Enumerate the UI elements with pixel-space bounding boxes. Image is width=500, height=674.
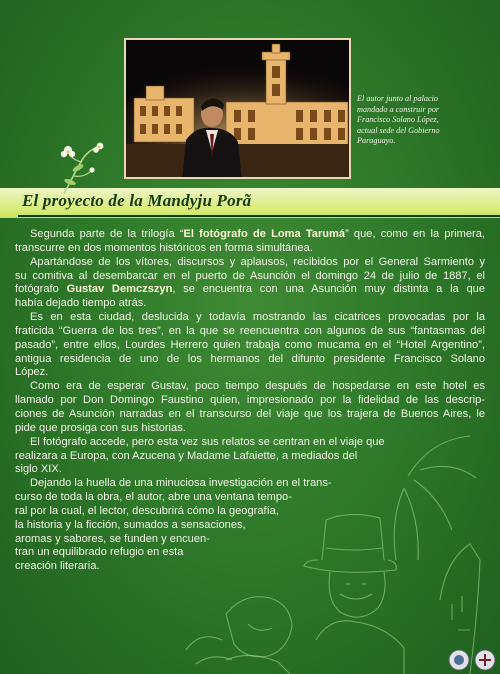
- text-line: fraticida “Guerra de los tres”, en la que se reencuentra con algunos de sus “fantasmas del: [15, 324, 485, 337]
- text-line: aromas y sabores, se funden y encuen-: [15, 532, 210, 545]
- text-line: pide que prosiga con sus historias.: [15, 421, 186, 434]
- section-title: El proyecto de la Mandyju Porã: [22, 191, 252, 210]
- text-line: su comitiva al desembarcar en el puerto de Asunción el domingo 24 de julio de 1887, el: [15, 269, 485, 282]
- caption-line: El autor junto al palacio: [357, 94, 438, 103]
- book-title: El fotógrafo de Loma Tarumá: [183, 228, 346, 240]
- text-line: Apartándose de los vítores, discursos y aplausos, recibidos por el General Sarmiento y: [30, 255, 485, 268]
- text-line: pasado”, entre ellos, Lourdes Herrero quien trabaja como mucama en el “Hotel Argentino”,: [15, 338, 485, 351]
- caption-line: Paraguayo.: [357, 136, 396, 145]
- text-segment: , se encuentra con una Asunción muy distinta a la que: [172, 283, 486, 296]
- text-segment: ” que, como en la primera,: [345, 228, 485, 240]
- text-line: Como era de esperar Gustav, poco tiempo después de hospedarse en este hotel es: [30, 380, 485, 393]
- text-line: creación literaria.: [15, 560, 100, 573]
- text-line: llamado por Don Domingo Faustino quien, impresionado por la fidelidad de las descrip-: [15, 394, 485, 407]
- text-line: El fotógrafo accede, pero esta vez sus relatos se centran en el viaje que: [30, 435, 385, 448]
- text-line: realizara a Europa, con Azucena y Madame Lafaiette, a mediados del: [15, 449, 358, 462]
- caption-line: actual sede del Gobierno: [357, 125, 440, 135]
- text-line: había dejado tiempo atrás.: [15, 297, 147, 310]
- text-line: [15, 228, 485, 242]
- text-line: [15, 283, 485, 297]
- text-line: ral por la cual, el lector, descubrirá cómo la geografía,: [15, 504, 279, 517]
- text-line: Es en esta ciudad, deslucida y todavía mostrando las cicatrices provocadas por la: [30, 311, 485, 324]
- text-line: curso de toda la obra, el autor, abre una ventana tempo-: [15, 491, 292, 504]
- text-line: tran un equilibrado refugio en esta: [15, 546, 184, 559]
- text-line: antigua residencia de uno de los hermanos del difunto presidente Francisco Solano: [15, 352, 485, 365]
- photographer-name: Gustav Demczszyn: [66, 283, 173, 296]
- text-line: la historia y la ficción, sumados a sensaciones,: [15, 518, 246, 531]
- text-line: Dejando la huella de una minuciosa investigación en el trans-: [30, 477, 332, 490]
- text-segment: fotógrafo: [15, 283, 67, 296]
- caption-line: mandado a construir por: [357, 104, 440, 114]
- article-body: [15, 228, 485, 574]
- text-line: siglo XIX.: [15, 463, 62, 476]
- text-segment: Segunda parte de la trilogía “: [30, 228, 184, 240]
- caption-line: Francisco Solano López,: [357, 115, 439, 124]
- publisher-logo-icon: [447, 648, 499, 672]
- text-line: López.: [15, 366, 49, 379]
- text-line: ciones de Asunción narradas en el transcurso del viaje que los trajera de Buenos Aires, le: [15, 407, 485, 420]
- text-line: transcurre en dos momentos históricos en forma simultánea.: [15, 241, 313, 254]
